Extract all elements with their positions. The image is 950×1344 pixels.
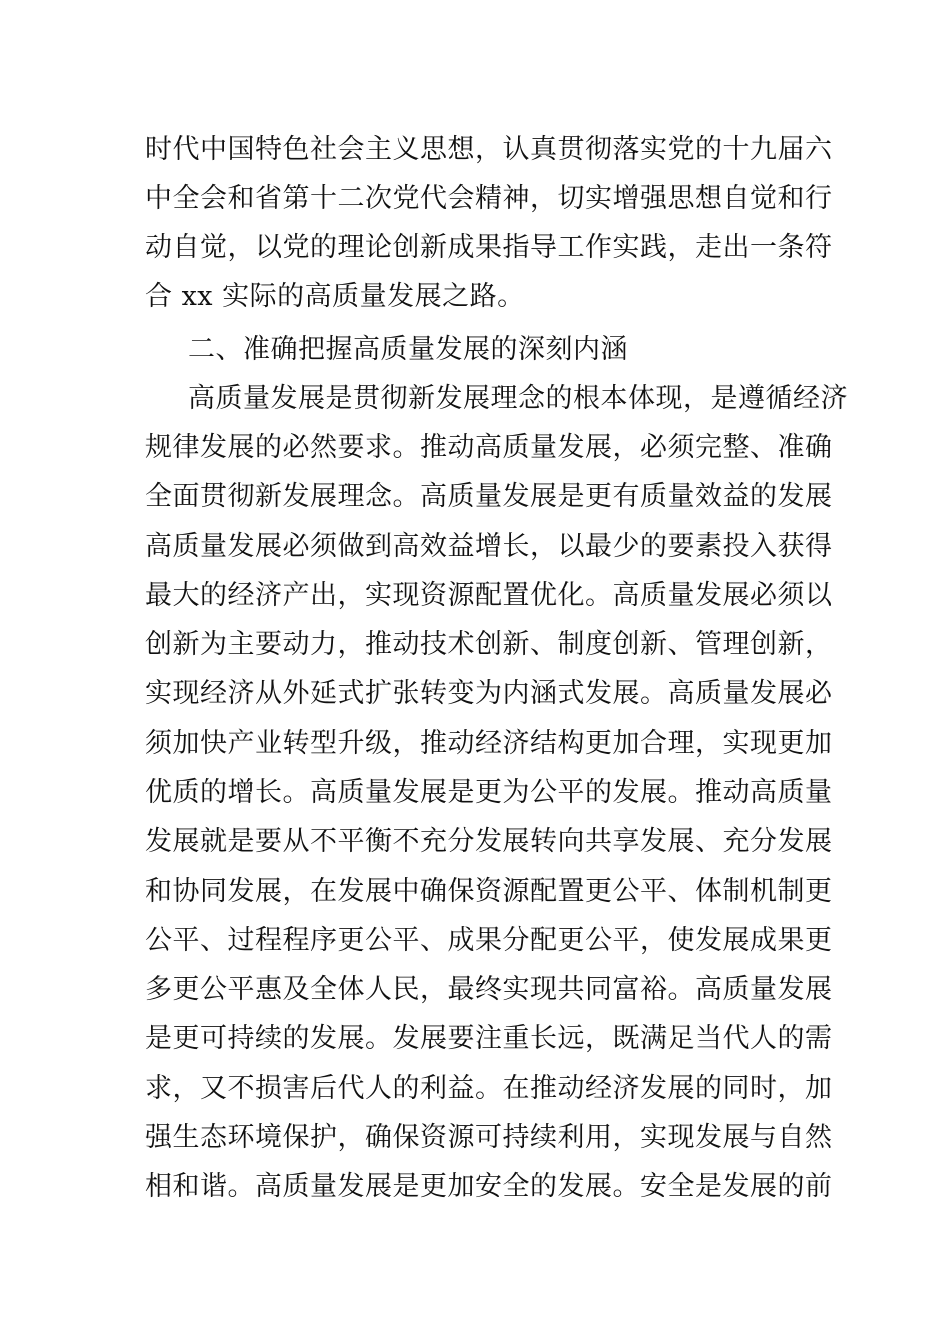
paragraph-2-line-5: 最大的经济产出，实现资源配置优化。高质量发展必须以 bbox=[145, 580, 833, 611]
paragraph-1-line-4: 合 xx 实际的高质量发展之路。 bbox=[145, 281, 525, 312]
paragraph-2-line-13: 多更公平惠及全体人民，最终实现共同富裕。高质量发展 bbox=[145, 974, 833, 1005]
paragraph-1-line-1: 时代中国特色社会主义思想，认真贯彻落实党的十九届六 bbox=[145, 134, 833, 165]
paragraph-2-line-10: 发展就是要从不平衡不充分发展转向共享发展、充分发展 bbox=[145, 826, 833, 857]
paragraph-2-line-7: 实现经济从外延式扩张转变为内涵式发展。高质量发展必 bbox=[145, 678, 833, 709]
paragraph-2-line-17: 相和谐。高质量发展是更加安全的发展。安全是发展的前 bbox=[145, 1171, 833, 1202]
paragraph-2-line-14: 是更可持续的发展。发展要注重长远，既满足当代人的需 bbox=[145, 1023, 833, 1054]
paragraph-2-line-15: 求，又不损害后代人的利益。在推动经济发展的同时，加 bbox=[145, 1073, 833, 1104]
paragraph-1-line-3: 动自觉，以党的理论创新成果指导工作实践，走出一条符 bbox=[145, 232, 833, 263]
paragraph-1-line-2: 中全会和省第十二次党代会精神，切实增强思想自觉和行 bbox=[145, 183, 833, 214]
paragraph-2-line-12: 公平、过程程序更公平、成果分配更公平，使发展成果更 bbox=[145, 925, 833, 956]
paragraph-2-line-9: 优质的增长。高质量发展是更为公平的发展。推动高质量 bbox=[145, 777, 833, 808]
paragraph-2-line-4: 高质量发展必须做到高效益增长，以最少的要素投入获得 bbox=[145, 531, 833, 562]
paragraph-2-line-1: 高质量发展是贯彻新发展理念的根本体现，是遵循经济 bbox=[188, 383, 848, 414]
paragraph-2-line-3: 全面贯彻新发展理念。高质量发展是更有质量效益的发展 bbox=[145, 481, 833, 512]
paragraph-2-line-2: 规律发展的必然要求。推动高质量发展，必须完整、准确 bbox=[145, 432, 833, 463]
paragraph-2-line-16: 强生态环境保护，确保资源可持续利用，实现发展与自然 bbox=[145, 1122, 833, 1153]
paragraph-2-line-11: 和协同发展，在发展中确保资源配置更公平、体制机制更 bbox=[145, 876, 833, 907]
section-heading-2: 二、准确把握高质量发展的深刻内涵 bbox=[188, 334, 628, 365]
paragraph-2-line-6: 创新为主要动力，推动技术创新、制度创新、管理创新， bbox=[145, 629, 833, 660]
paragraph-2-line-8: 须加快产业转型升级，推动经济结构更加合理，实现更加 bbox=[145, 728, 833, 759]
